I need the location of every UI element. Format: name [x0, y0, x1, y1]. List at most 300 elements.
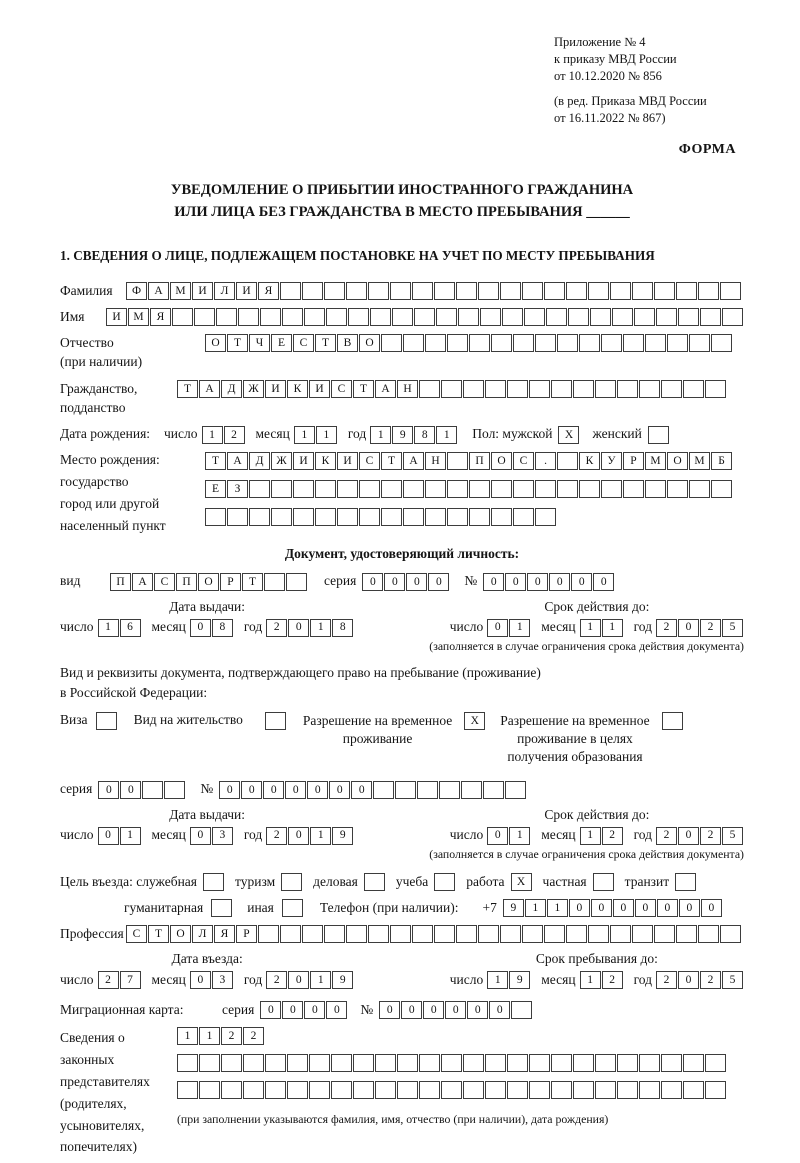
char-cell[interactable] [610, 925, 631, 943]
char-cell[interactable] [601, 334, 622, 352]
char-cell[interactable]: 0 [487, 827, 508, 845]
char-cell[interactable] [698, 925, 719, 943]
char-cell[interactable]: Я [258, 282, 279, 300]
char-cell[interactable] [654, 282, 675, 300]
char-cell[interactable]: П [110, 573, 131, 591]
char-cell[interactable] [456, 925, 477, 943]
char-cell[interactable] [720, 282, 741, 300]
char-cell[interactable]: 1 [436, 426, 457, 444]
char-cell[interactable]: 1 [199, 1027, 220, 1045]
char-cell[interactable]: 0 [260, 1001, 281, 1019]
char-cell[interactable] [705, 380, 726, 398]
char-cell[interactable]: 0 [445, 1001, 466, 1019]
char-cell[interactable]: . [535, 452, 556, 470]
char-cell[interactable] [667, 334, 688, 352]
char-cell[interactable] [326, 308, 347, 326]
char-cell[interactable] [368, 925, 389, 943]
char-cell[interactable]: 0 [657, 899, 678, 917]
char-cell[interactable]: X [511, 873, 532, 891]
char-cell[interactable]: 1 [370, 426, 391, 444]
char-cell[interactable]: 0 [678, 619, 699, 637]
char-cell[interactable] [544, 925, 565, 943]
char-cell[interactable]: 0 [98, 781, 119, 799]
char-cell[interactable] [324, 925, 345, 943]
char-cell[interactable] [177, 1054, 198, 1072]
char-cell[interactable] [395, 781, 416, 799]
char-cell[interactable]: 0 [288, 619, 309, 637]
char-cell[interactable] [595, 1054, 616, 1072]
char-cell[interactable]: Т [353, 380, 374, 398]
char-cell[interactable]: 5 [722, 619, 743, 637]
char-cell[interactable]: 2 [266, 971, 287, 989]
char-cell[interactable] [243, 1081, 264, 1099]
char-cell[interactable] [280, 925, 301, 943]
char-cell[interactable]: 1 [310, 619, 331, 637]
char-cell[interactable]: 0 [678, 971, 699, 989]
char-cell[interactable]: 0 [613, 899, 634, 917]
char-cell[interactable]: 0 [428, 573, 449, 591]
char-cell[interactable] [286, 573, 307, 591]
char-cell[interactable]: 1 [547, 899, 568, 917]
char-cell[interactable]: Т [381, 452, 402, 470]
char-cell[interactable] [551, 1081, 572, 1099]
char-cell[interactable]: Д [221, 380, 242, 398]
char-cell[interactable]: 3 [212, 971, 233, 989]
char-cell[interactable] [557, 334, 578, 352]
char-cell[interactable] [676, 925, 697, 943]
char-cell[interactable] [375, 1081, 396, 1099]
char-cell[interactable]: 1 [294, 426, 315, 444]
char-cell[interactable]: М [689, 452, 710, 470]
char-cell[interactable] [434, 925, 455, 943]
char-cell[interactable] [639, 380, 660, 398]
char-cell[interactable] [265, 712, 286, 730]
char-cell[interactable]: Н [397, 380, 418, 398]
char-cell[interactable] [370, 308, 391, 326]
char-cell[interactable] [689, 480, 710, 498]
char-cell[interactable] [436, 308, 457, 326]
char-cell[interactable]: 0 [263, 781, 284, 799]
char-cell[interactable] [645, 334, 666, 352]
char-cell[interactable] [249, 480, 270, 498]
char-cell[interactable]: И [236, 282, 257, 300]
char-cell[interactable] [480, 308, 501, 326]
char-cell[interactable] [500, 925, 521, 943]
char-cell[interactable]: С [359, 452, 380, 470]
char-cell[interactable]: 2 [266, 827, 287, 845]
char-cell[interactable] [211, 899, 232, 917]
char-cell[interactable] [507, 1054, 528, 1072]
char-cell[interactable] [203, 873, 224, 891]
char-cell[interactable]: Р [236, 925, 257, 943]
char-cell[interactable]: 2 [700, 619, 721, 637]
char-cell[interactable]: 0 [98, 827, 119, 845]
char-cell[interactable]: 0 [401, 1001, 422, 1019]
char-cell[interactable] [720, 925, 741, 943]
char-cell[interactable]: 1 [487, 971, 508, 989]
char-cell[interactable] [282, 899, 303, 917]
char-cell[interactable] [412, 282, 433, 300]
char-cell[interactable] [260, 308, 281, 326]
char-cell[interactable] [353, 1081, 374, 1099]
char-cell[interactable] [667, 480, 688, 498]
char-cell[interactable] [711, 480, 732, 498]
char-cell[interactable] [434, 873, 455, 891]
char-cell[interactable] [491, 334, 512, 352]
char-cell[interactable] [535, 334, 556, 352]
char-cell[interactable]: О [198, 573, 219, 591]
char-cell[interactable] [678, 308, 699, 326]
char-cell[interactable] [535, 480, 556, 498]
char-cell[interactable]: 2 [221, 1027, 242, 1045]
char-cell[interactable] [304, 308, 325, 326]
char-cell[interactable]: З [227, 480, 248, 498]
char-cell[interactable] [524, 308, 545, 326]
char-cell[interactable]: 0 [549, 573, 570, 591]
char-cell[interactable]: Т [242, 573, 263, 591]
char-cell[interactable] [287, 1054, 308, 1072]
char-cell[interactable] [337, 508, 358, 526]
char-cell[interactable]: 0 [406, 573, 427, 591]
char-cell[interactable] [463, 1081, 484, 1099]
char-cell[interactable] [645, 480, 666, 498]
char-cell[interactable]: А [375, 380, 396, 398]
char-cell[interactable]: А [148, 282, 169, 300]
char-cell[interactable]: 0 [384, 573, 405, 591]
char-cell[interactable] [238, 308, 259, 326]
char-cell[interactable]: 0 [351, 781, 372, 799]
char-cell[interactable] [573, 1081, 594, 1099]
char-cell[interactable] [683, 1054, 704, 1072]
char-cell[interactable]: Д [249, 452, 270, 470]
char-cell[interactable] [469, 334, 490, 352]
char-cell[interactable]: Я [150, 308, 171, 326]
char-cell[interactable] [419, 380, 440, 398]
char-cell[interactable] [199, 1081, 220, 1099]
char-cell[interactable]: 1 [580, 619, 601, 637]
char-cell[interactable] [447, 480, 468, 498]
char-cell[interactable]: Ф [126, 282, 147, 300]
char-cell[interactable]: 8 [414, 426, 435, 444]
char-cell[interactable] [485, 1054, 506, 1072]
char-cell[interactable] [381, 334, 402, 352]
char-cell[interactable] [397, 1054, 418, 1072]
char-cell[interactable]: Р [220, 573, 241, 591]
char-cell[interactable]: 2 [656, 827, 677, 845]
char-cell[interactable] [441, 1081, 462, 1099]
char-cell[interactable] [579, 480, 600, 498]
char-cell[interactable] [683, 1081, 704, 1099]
char-cell[interactable] [309, 1081, 330, 1099]
char-cell[interactable] [403, 480, 424, 498]
char-cell[interactable]: 1 [602, 619, 623, 637]
char-cell[interactable]: И [192, 282, 213, 300]
char-cell[interactable] [441, 1054, 462, 1072]
char-cell[interactable] [507, 1081, 528, 1099]
char-cell[interactable] [595, 1081, 616, 1099]
char-cell[interactable]: Ч [249, 334, 270, 352]
char-cell[interactable]: И [265, 380, 286, 398]
char-cell[interactable]: 1 [580, 971, 601, 989]
char-cell[interactable]: 1 [310, 971, 331, 989]
char-cell[interactable]: Р [623, 452, 644, 470]
char-cell[interactable]: С [331, 380, 352, 398]
char-cell[interactable] [403, 508, 424, 526]
char-cell[interactable] [505, 781, 526, 799]
char-cell[interactable]: 2 [656, 971, 677, 989]
char-cell[interactable] [221, 1081, 242, 1099]
char-cell[interactable]: X [464, 712, 485, 730]
char-cell[interactable] [632, 925, 653, 943]
char-cell[interactable]: Я [214, 925, 235, 943]
char-cell[interactable]: 9 [332, 971, 353, 989]
char-cell[interactable]: 0 [467, 1001, 488, 1019]
char-cell[interactable] [463, 1054, 484, 1072]
char-cell[interactable]: 0 [489, 1001, 510, 1019]
char-cell[interactable]: В [337, 334, 358, 352]
char-cell[interactable]: 0 [679, 899, 700, 917]
char-cell[interactable]: К [315, 452, 336, 470]
char-cell[interactable] [373, 781, 394, 799]
char-cell[interactable] [417, 781, 438, 799]
char-cell[interactable]: 0 [505, 573, 526, 591]
char-cell[interactable]: 0 [241, 781, 262, 799]
char-cell[interactable] [346, 925, 367, 943]
char-cell[interactable] [282, 308, 303, 326]
char-cell[interactable]: 0 [362, 573, 383, 591]
char-cell[interactable] [425, 508, 446, 526]
char-cell[interactable] [491, 480, 512, 498]
char-cell[interactable] [623, 480, 644, 498]
char-cell[interactable] [478, 282, 499, 300]
char-cell[interactable]: О [667, 452, 688, 470]
char-cell[interactable] [675, 873, 696, 891]
char-cell[interactable] [513, 480, 534, 498]
char-cell[interactable] [588, 925, 609, 943]
char-cell[interactable]: 0 [326, 1001, 347, 1019]
char-cell[interactable] [403, 334, 424, 352]
char-cell[interactable] [511, 1001, 532, 1019]
char-cell[interactable] [419, 1081, 440, 1099]
char-cell[interactable] [199, 1054, 220, 1072]
char-cell[interactable] [205, 508, 226, 526]
char-cell[interactable] [573, 1054, 594, 1072]
char-cell[interactable] [96, 712, 117, 730]
char-cell[interactable] [722, 308, 743, 326]
char-cell[interactable] [610, 282, 631, 300]
char-cell[interactable] [227, 508, 248, 526]
char-cell[interactable] [271, 480, 292, 498]
char-cell[interactable]: Ж [243, 380, 264, 398]
char-cell[interactable] [601, 480, 622, 498]
char-cell[interactable] [500, 282, 521, 300]
char-cell[interactable] [331, 1054, 352, 1072]
char-cell[interactable]: М [170, 282, 191, 300]
char-cell[interactable]: О [491, 452, 512, 470]
char-cell[interactable]: 8 [332, 619, 353, 637]
char-cell[interactable] [700, 308, 721, 326]
char-cell[interactable]: П [469, 452, 490, 470]
char-cell[interactable] [551, 1054, 572, 1072]
char-cell[interactable] [634, 308, 655, 326]
char-cell[interactable] [425, 334, 446, 352]
char-cell[interactable]: 5 [722, 827, 743, 845]
char-cell[interactable] [458, 308, 479, 326]
char-cell[interactable]: 0 [678, 827, 699, 845]
char-cell[interactable]: Т [177, 380, 198, 398]
char-cell[interactable]: 0 [288, 971, 309, 989]
char-cell[interactable] [461, 781, 482, 799]
char-cell[interactable]: 0 [379, 1001, 400, 1019]
char-cell[interactable] [456, 282, 477, 300]
char-cell[interactable] [302, 925, 323, 943]
char-cell[interactable]: А [199, 380, 220, 398]
char-cell[interactable]: 0 [190, 971, 211, 989]
char-cell[interactable]: А [227, 452, 248, 470]
char-cell[interactable] [434, 282, 455, 300]
char-cell[interactable] [557, 480, 578, 498]
char-cell[interactable]: 0 [635, 899, 656, 917]
char-cell[interactable] [469, 480, 490, 498]
char-cell[interactable]: 0 [190, 619, 211, 637]
char-cell[interactable] [566, 925, 587, 943]
char-cell[interactable] [397, 1081, 418, 1099]
char-cell[interactable]: 0 [329, 781, 350, 799]
char-cell[interactable] [164, 781, 185, 799]
char-cell[interactable]: С [154, 573, 175, 591]
char-cell[interactable] [177, 1081, 198, 1099]
char-cell[interactable]: 0 [569, 899, 590, 917]
char-cell[interactable] [648, 426, 669, 444]
char-cell[interactable]: Т [227, 334, 248, 352]
char-cell[interactable] [478, 925, 499, 943]
char-cell[interactable]: 1 [509, 827, 530, 845]
char-cell[interactable]: 5 [722, 971, 743, 989]
char-cell[interactable] [249, 508, 270, 526]
char-cell[interactable]: Л [192, 925, 213, 943]
char-cell[interactable] [293, 480, 314, 498]
char-cell[interactable]: И [293, 452, 314, 470]
char-cell[interactable] [711, 334, 732, 352]
char-cell[interactable]: 7 [120, 971, 141, 989]
char-cell[interactable]: 9 [332, 827, 353, 845]
char-cell[interactable] [293, 508, 314, 526]
char-cell[interactable] [632, 282, 653, 300]
char-cell[interactable]: 9 [503, 899, 524, 917]
char-cell[interactable] [441, 380, 462, 398]
char-cell[interactable]: С [293, 334, 314, 352]
char-cell[interactable]: 0 [288, 827, 309, 845]
char-cell[interactable] [662, 712, 683, 730]
char-cell[interactable]: А [132, 573, 153, 591]
char-cell[interactable]: У [601, 452, 622, 470]
char-cell[interactable]: 2 [700, 827, 721, 845]
char-cell[interactable]: 9 [392, 426, 413, 444]
char-cell[interactable]: 2 [266, 619, 287, 637]
char-cell[interactable] [507, 380, 528, 398]
char-cell[interactable]: О [359, 334, 380, 352]
char-cell[interactable] [661, 1054, 682, 1072]
char-cell[interactable]: М [128, 308, 149, 326]
char-cell[interactable]: 0 [701, 899, 722, 917]
char-cell[interactable]: 3 [212, 827, 233, 845]
char-cell[interactable]: 1 [98, 619, 119, 637]
char-cell[interactable] [221, 1054, 242, 1072]
char-cell[interactable]: 8 [212, 619, 233, 637]
char-cell[interactable] [280, 282, 301, 300]
char-cell[interactable] [392, 308, 413, 326]
char-cell[interactable] [414, 308, 435, 326]
char-cell[interactable] [617, 1054, 638, 1072]
char-cell[interactable] [683, 380, 704, 398]
char-cell[interactable]: 2 [243, 1027, 264, 1045]
char-cell[interactable] [331, 1081, 352, 1099]
char-cell[interactable] [612, 308, 633, 326]
char-cell[interactable]: Е [205, 480, 226, 498]
char-cell[interactable]: 1 [310, 827, 331, 845]
char-cell[interactable] [142, 781, 163, 799]
char-cell[interactable] [172, 308, 193, 326]
char-cell[interactable]: 1 [525, 899, 546, 917]
char-cell[interactable]: О [170, 925, 191, 943]
char-cell[interactable]: 2 [700, 971, 721, 989]
char-cell[interactable]: 0 [593, 573, 614, 591]
char-cell[interactable]: И [106, 308, 127, 326]
char-cell[interactable] [595, 380, 616, 398]
char-cell[interactable] [390, 925, 411, 943]
char-cell[interactable] [513, 334, 534, 352]
char-cell[interactable]: 0 [120, 781, 141, 799]
char-cell[interactable] [522, 925, 543, 943]
char-cell[interactable]: 0 [571, 573, 592, 591]
char-cell[interactable] [381, 508, 402, 526]
char-cell[interactable] [302, 282, 323, 300]
char-cell[interactable]: М [645, 452, 666, 470]
char-cell[interactable]: Н [425, 452, 446, 470]
char-cell[interactable] [258, 925, 279, 943]
char-cell[interactable] [359, 508, 380, 526]
char-cell[interactable] [529, 380, 550, 398]
char-cell[interactable]: 0 [282, 1001, 303, 1019]
char-cell[interactable] [689, 334, 710, 352]
char-cell[interactable] [469, 508, 490, 526]
char-cell[interactable]: И [309, 380, 330, 398]
char-cell[interactable]: К [287, 380, 308, 398]
char-cell[interactable] [309, 1054, 330, 1072]
char-cell[interactable] [353, 1054, 374, 1072]
char-cell[interactable] [485, 1081, 506, 1099]
char-cell[interactable] [390, 282, 411, 300]
char-cell[interactable] [419, 1054, 440, 1072]
char-cell[interactable] [491, 508, 512, 526]
char-cell[interactable]: 0 [307, 781, 328, 799]
char-cell[interactable]: Л [214, 282, 235, 300]
char-cell[interactable] [287, 1081, 308, 1099]
char-cell[interactable]: 0 [527, 573, 548, 591]
char-cell[interactable] [348, 308, 369, 326]
char-cell[interactable] [590, 308, 611, 326]
char-cell[interactable]: 2 [224, 426, 245, 444]
char-cell[interactable] [588, 282, 609, 300]
char-cell[interactable]: 1 [177, 1027, 198, 1045]
char-cell[interactable] [271, 508, 292, 526]
char-cell[interactable]: 0 [304, 1001, 325, 1019]
char-cell[interactable]: 2 [656, 619, 677, 637]
char-cell[interactable]: Т [315, 334, 336, 352]
char-cell[interactable]: 1 [202, 426, 223, 444]
char-cell[interactable]: 6 [120, 619, 141, 637]
char-cell[interactable]: 2 [602, 827, 623, 845]
